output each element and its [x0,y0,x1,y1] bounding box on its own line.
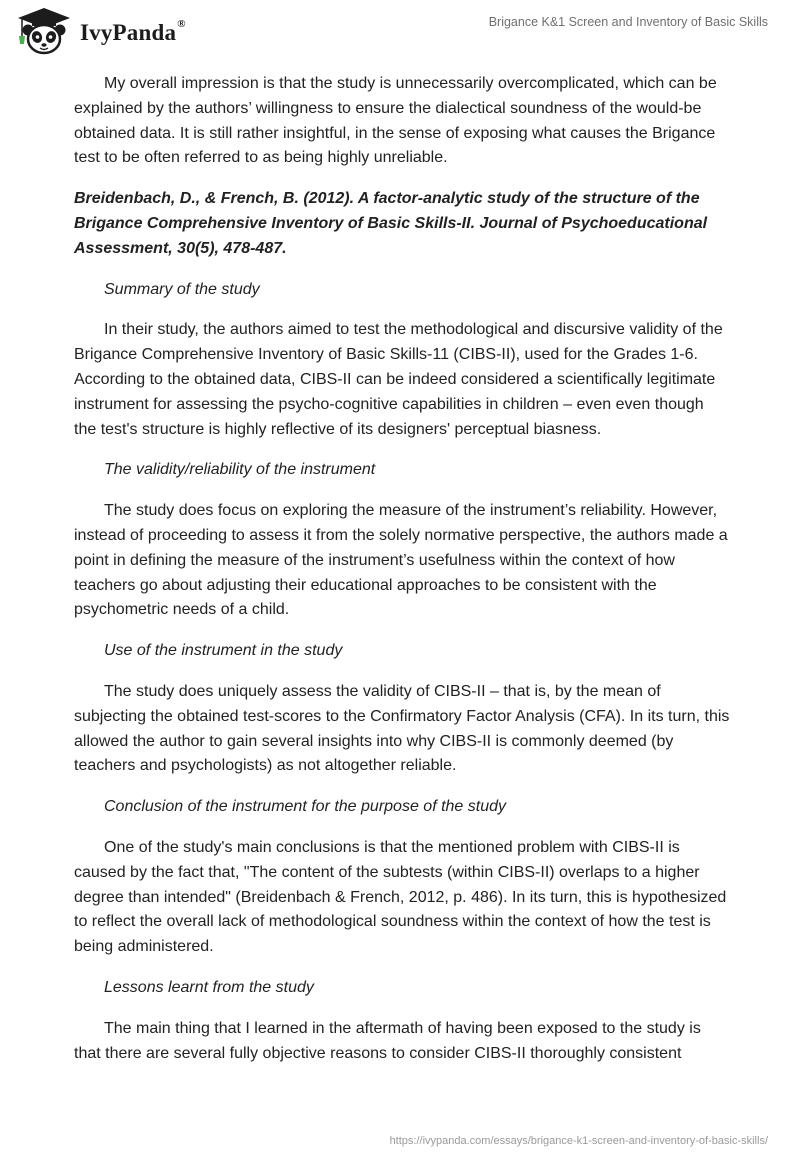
logo-text [80,20,186,46]
page-header [0,0,800,66]
subheading-lessons: Lessons learnt from the study [104,978,314,996]
subheading-summary: Summary of the study [104,280,260,298]
subheading-conclusion: Conclusion of the instrument for the purpose of the study [104,798,507,816]
paragraph-summary: In their study, the authors aimed to test the methodological and discursive validity of the Brigance Comprehensive Inventory of Basic Skills-11 (CIBS-II), used for the Grades 1-6. According to the obtained data, CIBS-II can be indeed considered a scientifically legitimate instrument for assessing the psycho-cognitive capabilities in children – even even though the test's structure is highly reflective of its designers' perceptual biasness. [74,321,723,438]
panda-graduate-icon [14,6,74,56]
document-title: Brigance K&1 Screen and Inventory of Basic Skills [488,15,768,29]
subheading-validity: The validity/reliability of the instrument [104,461,376,479]
logo[interactable] [14,6,186,56]
paragraph-intro: My overall impression is that the study is unnecessarily overcomplicated, which can be explained by the authors’ willingness to ensure the dialectical soundness of the would-be obtained data. It is still rather insightful, in the sense of exposing what causes the Brigance test to be often referred to as being highly unreliable. [74,75,717,167]
logo-name: IvyPanda [80,20,177,45]
paragraph-conclusion: One of the study's main conclusions is that the mentioned problem with CIBS-II is caused by the fact that, "The content of the subtests (within CIBS-II) overlaps to a higher degree than intended" (Breidenbach & French, 2012, p. 486). In its turn, this is hypothesized to reflect the overall lack of methodological soundness within the context of how the test is being administered. [74,838,727,956]
reference-citation: Breidenbach, D., & French, B. (2012). A factor-analytic study of the structure of the Brigance Comprehensive Inventory of Basic Skills-II. Journal of Psychoeducational Assessment, 30(5), 478-487. [74,190,708,257]
paragraph-validity: The study does focus on exploring the measure of the instrument’s reliability. However, instead of proceeding to assess it from the solely normative perspective, the authors made a point in defining the measure of the instrument’s usefulness within the context of how teachers go about adjusting their educational approaches to be consistent with the psychometric needs of a child. [74,502,728,619]
essay-body [74,72,730,1082]
paragraph-use: The study does uniquely assess the validity of CIBS-II – that is, by the mean of subjecting the obtained test-scores to the Confirmatory Factor Analysis (CFA). In its turn, this allowed the author to gain several insights into why CIBS-II is commonly deemed (by teachers and psychologists) as not altogether reliable. [74,682,730,775]
footer-url[interactable]: https://ivypanda.com/essays/brigance-k1-screen-and-inventory-of-basic-skills/ [389,1135,768,1147]
registered-mark: ® [177,18,186,31]
subheading-use: Use of the instrument in the study [104,642,343,660]
paragraph-lessons: The main thing that I learned in the aftermath of having been exposed to the study is that there are several fully objective reasons to consider CIBS-II thoroughly consistent [74,1019,701,1062]
